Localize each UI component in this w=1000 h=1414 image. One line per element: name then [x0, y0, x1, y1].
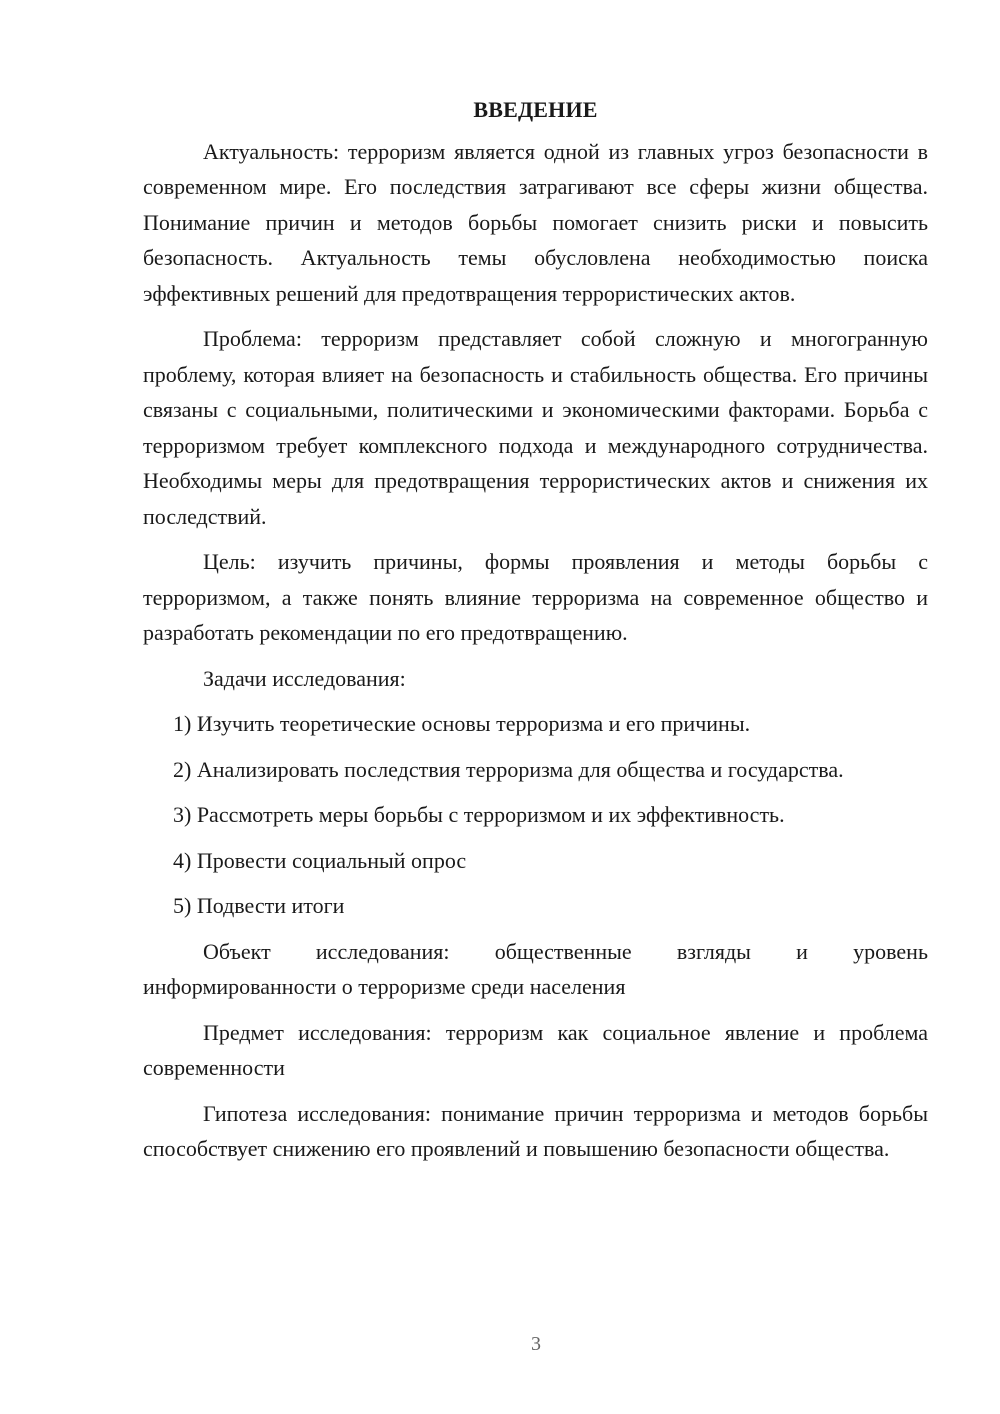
page-content — [143, 92, 928, 1177]
object-paragraph: Объект исследования: общественные взгляды и уровень информированности о терроризме среди населения — [143, 938, 928, 999]
task-item-5: 5) Подвести итоги — [173, 893, 345, 918]
task-item-2: 2) Анализировать последствия терроризма для общества и государства. — [173, 756, 844, 782]
goal-paragraph: Цель: изучить причины, формы проявления и методы борьбы с терроризмом, а также понять влияние терроризма на современное общество и разработать рекомендации по его предотвращению. — [143, 549, 928, 645]
subject-paragraph: Предмет исследования: терроризм как социальное явление и проблема современности — [143, 1019, 928, 1080]
task-item-4: 4) Провести социальный опрос — [173, 847, 467, 873]
page-title: ВВЕДЕНИЕ — [473, 97, 598, 122]
task-item-1: 1) Изучить теоретические основы терроризма и его причины. — [173, 711, 751, 736]
hypothesis-paragraph: Гипотеза исследования: понимание причин терроризма и методов борьбы способствует снижению его проявлений и повышению безопасности общества. — [143, 1100, 928, 1161]
task-item-3: 3) Рассмотреть меры борьбы с терроризмом и их эффективность. — [173, 802, 785, 827]
page-number: 3 — [531, 1333, 541, 1355]
problem-paragraph: Проблема: терроризм представляет собой сложную и многогранную проблему, которая влияет на безопасность и стабильность общества. Его причины связаны с социальными, политическими и экономическими факторами. Борьба с терроризмом требует комплексного подхода и международного сотрудничества. Необходимы меры для предотвращения террористических актов и снижения их последствий. — [143, 326, 928, 529]
tasks-title: Задачи исследования: — [203, 665, 406, 691]
relevance-paragraph: Актуальность: терроризм является одной из главных угроз безопасности в современном мире. Его последствия затрагивают все сферы жизни общества. Понимание причин и методов борьбы помогает снизить риски и повысить безопасность. Актуальность темы обусловлена необходимостью поиска эффективных решений для предотвращения террористических актов. — [143, 138, 928, 306]
